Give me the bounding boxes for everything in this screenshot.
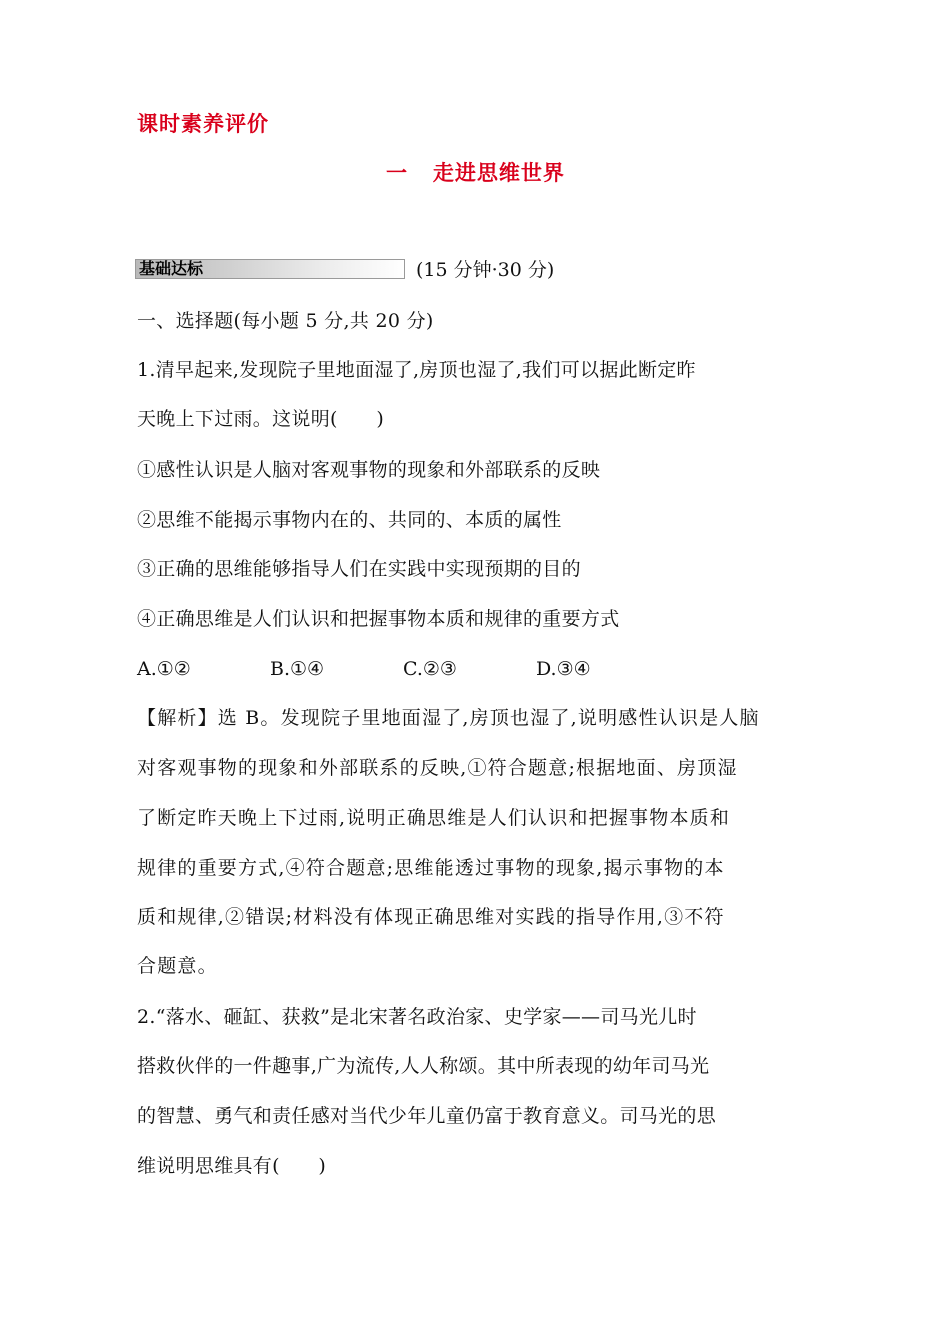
q2-stem-line-3: 的智慧、勇气和责任感对当代少年儿童仍富于教育意义。司马光的思 [137,1105,717,1127]
section-badge-bar [135,259,405,279]
section-time-score: (15 分钟·30 分) [416,259,555,281]
q1-option-c: C.②③ [403,658,457,680]
q1-option-a: A.①② [137,658,191,680]
section-badge-label: 基础达标 [139,259,204,278]
q1-statement-4: ④正确思维是人们认识和把握事物本质和规律的重要方式 [137,608,620,630]
lesson-title: 一 走进思维世界 [386,161,565,185]
q1-analysis-line-2: 对客观事物的现象和外部联系的反映,①符合题意;根据地面、房顶湿 [137,757,738,779]
q1-analysis-line-3: 了断定昨天晚上下过雨,说明正确思维是人们认识和把握事物本质和 [137,807,731,829]
q1-option-d: D.③④ [536,658,591,680]
q2-stem-line-1: 2.“落水、砸缸、获救”是北宋著名政治家、史学家——司马光儿时 [137,1006,697,1028]
q2-stem-line-4: 维说明思维具有( ) [137,1155,327,1177]
q1-stem-line-2: 天晚上下过雨。这说明( ) [137,408,385,430]
q1-stem-line-1: 1.清早起来,发现院子里地面湿了,房顶也湿了,我们可以据此断定昨 [137,359,696,381]
q1-analysis-line-5: 质和规律,②错误;材料没有体现正确思维对实践的指导作用,③不符 [137,906,725,928]
q1-options [137,656,591,682]
q1-analysis-line-6: 合题意。 [137,955,218,977]
q1-option-b: B.①④ [270,658,325,680]
part-one-heading: 一、选择题(每小题 5 分,共 20 分) [137,310,434,332]
q2-stem-line-2: 搭救伙伴的一件趣事,广为流传,人人称颂。其中所表现的幼年司马光 [137,1055,710,1077]
q1-analysis-line-4: 规律的重要方式,④符合题意;思维能透过事物的现象,揭示事物的本 [137,857,725,879]
q1-analysis-line-1: 【解析】选 B。发现院子里地面湿了,房顶也湿了,说明感性认识是人脑 [137,707,760,729]
q1-statement-3: ③正确的思维能够指导人们在实践中实现预期的目的 [137,558,581,580]
q1-statement-2: ②思维不能揭示事物内在的、共同的、本质的属性 [137,509,562,531]
page-header-label: 课时素养评价 [137,112,269,136]
q1-statement-1: ①感性认识是人脑对客观事物的现象和外部联系的反映 [137,459,601,481]
